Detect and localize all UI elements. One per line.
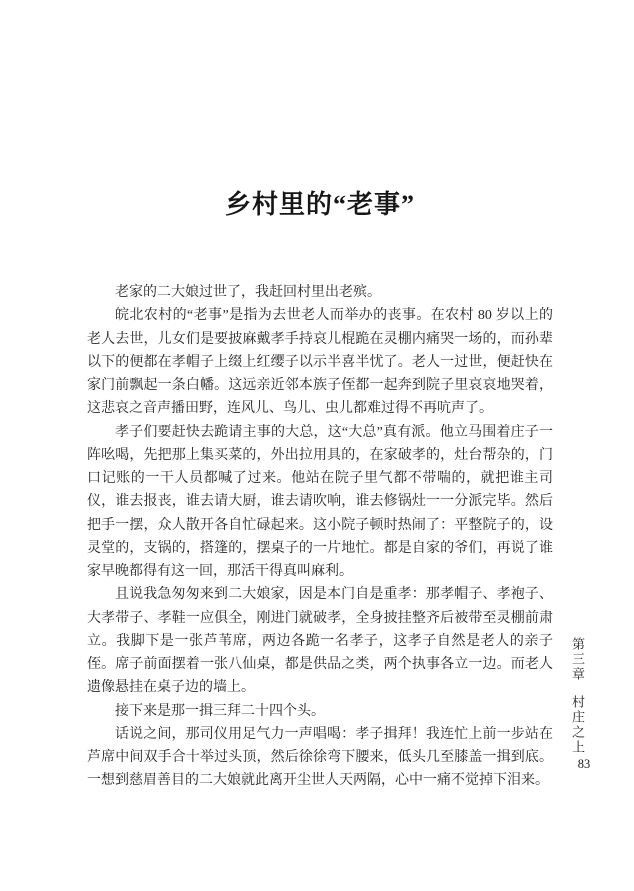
body-paragraph: 皖北农村的“老事”是指为去世老人而举办的丧事。在农村 80 岁以上的老人去世，儿女们是要披麻戴孝手持哀儿棍跪在灵棚内痛哭一场的，而孙辈以下的便都在孝帽子上缀上红缨子以示半喜半忧了。老人一过世，便赶快在家门前飘起一条白幡。这远亲近邻本族子侄都一起奔到院子里哀哀地哭着，这悲哀之音声播田野，连风儿、鸟儿、虫儿都难过得不再吭声了。 xyxy=(87,308,553,417)
body-paragraph: 且说我急匆匆来到二大娘家，因是本门自是重孝：那孝帽子、孝袍子、大孝带子、孝鞋一应俱全，刚进门就破孝，全身披挂整齐后被带至灵棚前肃立。我脚下是一张芦苇席，两边各跪一名孝子，这孝子自然是老人的亲子侄。席子前面摆着一张八仙桌，都是供品之类，两个执事各立一边。而老人遗像悬挂在桌子边的墙上。 xyxy=(87,587,553,696)
body-text xyxy=(87,281,553,793)
chapter-marker xyxy=(568,637,587,755)
body-paragraph: 话说之间，那司仪用足气力一声唱喝：孝子揖拜！我连忙上前一步站在芦席中间双手合十举过头顶，然后徐徐弯下腰来，低头几至膝盖一揖到底。一想到慈眉善目的二大娘就此离开尘世人天两隔，心中一痛不觉掉下泪来。 xyxy=(87,726,553,789)
body-paragraph: 孝子们要赶快去跪请主事的大总，这“大总”真有派。他立马围着庄子一阵吆喝，先把那上集买菜的，外出拉用具的，在家破孝的，灶台帮杂的，门口记账的一干人员都喊了过来。他站在院子里气都不带喘的，就把谁主司仪，谁去报丧，谁去请大厨，谁去请吹响，谁去修锅灶一一分派完毕。然后把手一摆，众人散开各自忙碌起来。这小院子顿时热闹了：平整院子的，设灵堂的，支锅的，搭篷的，摆桌子的一片地忙。都是自家的爷们，再说了谁家早晚都得有这一回，那活干得真叫麻利。 xyxy=(87,424,553,579)
page-title: 乡村里的“老事” xyxy=(224,190,415,220)
body-paragraph: 接下来是那一揖三拜二十四个头。 xyxy=(115,703,325,719)
body-paragraph: 老家的二大娘过世了，我赶回村里出老殡。 xyxy=(115,285,381,300)
section-label: 村庄之上 xyxy=(570,695,585,755)
chapter-label: 第三章 xyxy=(570,637,585,682)
page-number: 83 xyxy=(577,757,591,771)
